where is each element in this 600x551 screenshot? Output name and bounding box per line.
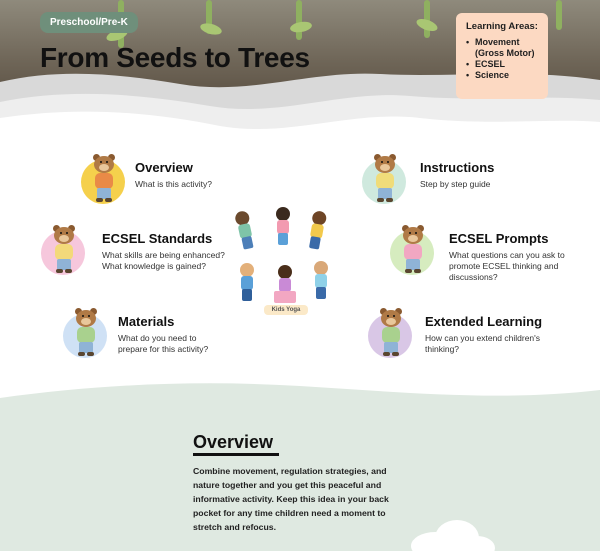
learning-area-item: • Science xyxy=(466,70,540,81)
overview-heading: Overview xyxy=(193,432,274,452)
kids-yoga-label: Kids Yoga xyxy=(264,305,308,315)
bear-mascot-icon xyxy=(377,308,405,360)
kid-figure xyxy=(236,263,258,303)
topic-ecsel-prompts[interactable] xyxy=(390,231,600,291)
bear-mascot-icon xyxy=(399,225,427,277)
kid-figure xyxy=(272,207,294,247)
bear-mascot-icon xyxy=(90,154,118,206)
topic-description: What do you need to prepare for this activity? xyxy=(118,333,209,354)
learning-areas-heading: Learning Areas: xyxy=(466,21,538,32)
learning-areas-list xyxy=(466,37,540,81)
learning-areas-card xyxy=(456,13,548,99)
page-title: From Seeds to Trees xyxy=(40,42,310,73)
topic-title[interactable]: Materials xyxy=(118,314,175,329)
leaf-image xyxy=(199,21,223,36)
learning-area-item: • ECSEL xyxy=(466,59,540,70)
topic-title[interactable]: Overview xyxy=(135,160,193,175)
leaf-image xyxy=(289,20,312,34)
topic-description: What questions can you ask to promote ECSEL thinking and discussions? xyxy=(449,250,565,282)
overview-underline xyxy=(193,453,279,456)
sprout-image xyxy=(296,0,302,40)
bear-mascot-icon xyxy=(50,225,78,277)
sprout-image xyxy=(556,0,562,30)
kid-figure xyxy=(274,265,296,305)
topic-materials[interactable] xyxy=(63,314,293,374)
hero-banner xyxy=(0,0,600,135)
topic-description: Step by step guide xyxy=(420,179,491,189)
topic-title[interactable]: ECSEL Prompts xyxy=(449,231,549,246)
topic-description: How can you extend children's thinking? xyxy=(425,333,541,354)
topic-title[interactable]: Extended Learning xyxy=(425,314,543,329)
bear-mascot-icon xyxy=(72,308,100,360)
topic-title[interactable]: ECSEL Standards xyxy=(102,231,213,246)
learning-area-item: • Movement (Gross Motor) xyxy=(466,37,540,59)
kid-figure xyxy=(310,261,332,301)
kid-figure xyxy=(303,209,332,252)
kids-yoga-illustration xyxy=(232,207,340,317)
overview-paragraph: Combine movement, regulation strategies, and nature together and you get this peaceful and informative activity. Keep this idea in your back pocket for any time children need a moment to stretch and refocus. xyxy=(193,466,389,532)
topic-description: What is this activity? xyxy=(135,179,212,189)
kid-figure xyxy=(230,209,260,253)
topic-extended-learning[interactable] xyxy=(368,314,598,374)
cloud-decoration xyxy=(405,518,495,551)
topic-title[interactable]: Instructions xyxy=(420,160,495,175)
topic-instructions[interactable] xyxy=(362,160,592,220)
bear-mascot-icon xyxy=(371,154,399,206)
topic-description: What skills are being enhanced? What knowledge is gained? xyxy=(102,250,225,271)
grade-level-badge: Preschool/Pre-K xyxy=(40,12,138,33)
